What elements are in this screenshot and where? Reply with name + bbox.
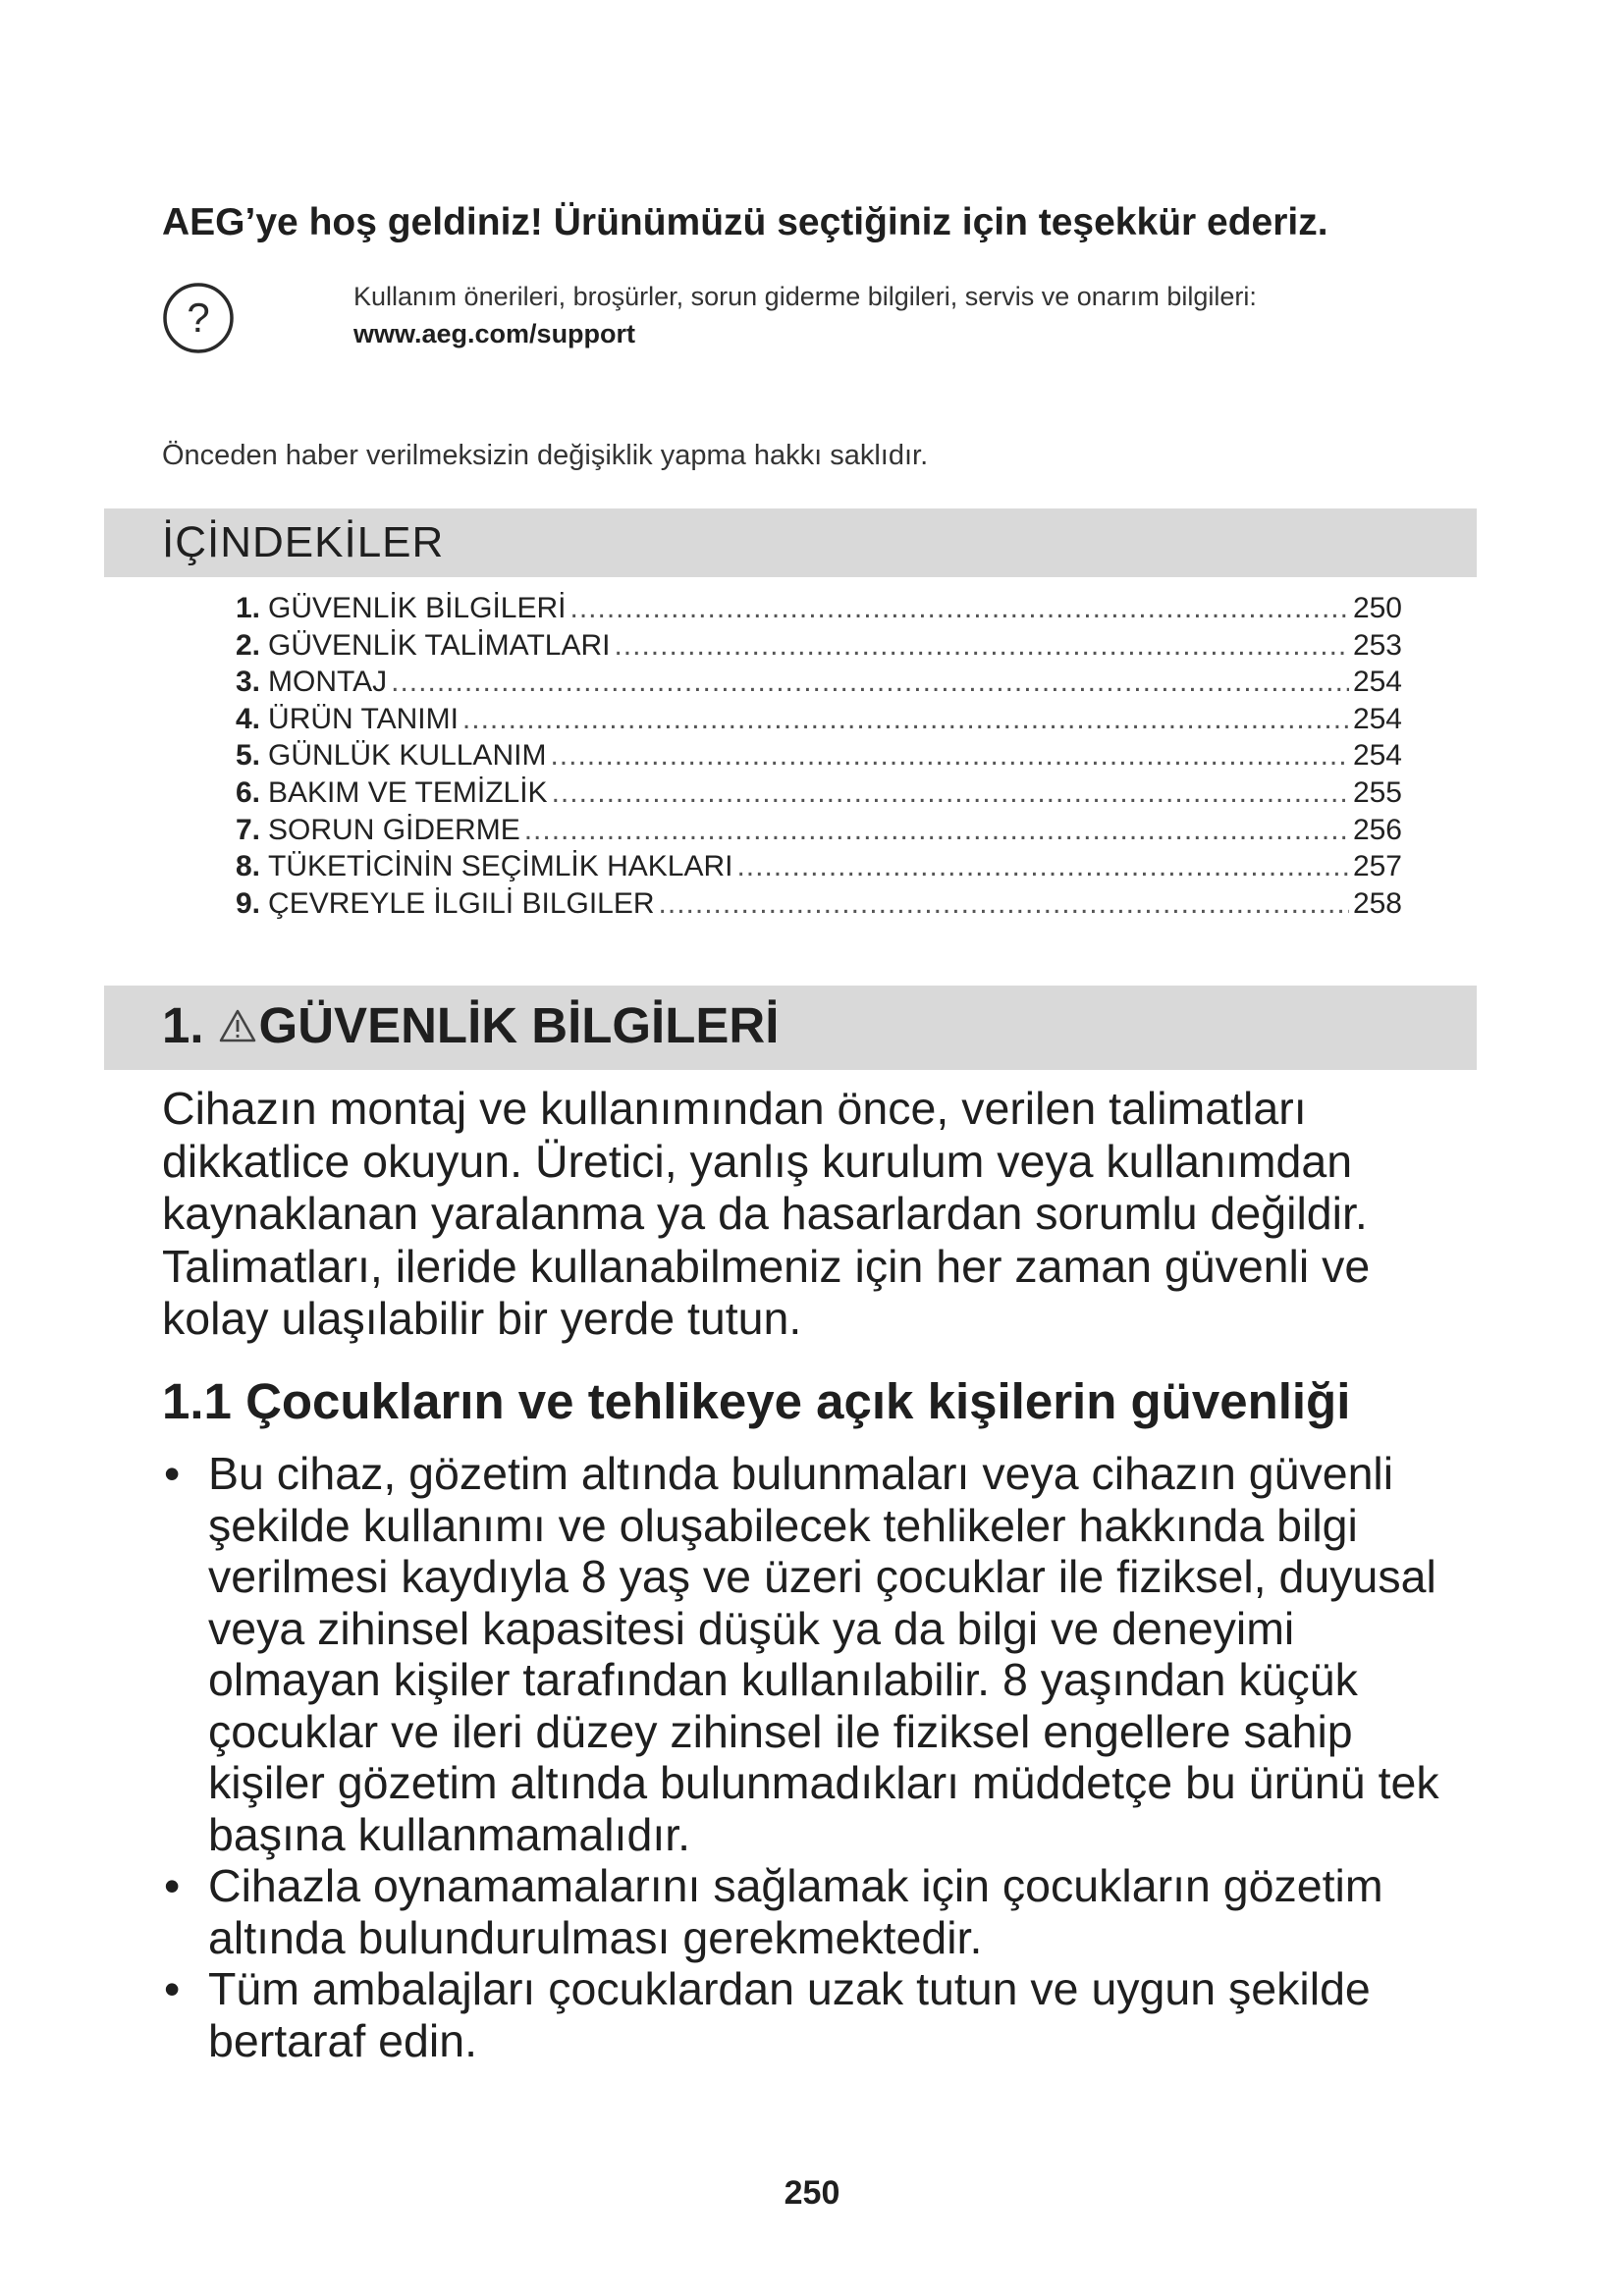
intro-paragraph: Cihazın montaj ve kullanımından önce, verilen talimatları dikkatlice okuyun. Üretici, yanlış kurulum veya kullanımdan kaynaklanan yaralanma ya da hasarlardan sorumlu değildir. Talimatları, ileride kullanabilmeniz için her zaman güvenli ve kolay ulaşılabilir bir yerde tutun.: [162, 1083, 1371, 1344]
change-notice: Önceden haber verilmeksizin değişiklik yapma hakkı saklıdır.: [162, 440, 929, 471]
toc-leader-dots: [614, 629, 1348, 663]
toc-item[interactable]: [236, 703, 1402, 740]
bullet-dot-icon: •: [164, 1448, 181, 1499]
toc-leader-dots: [569, 592, 1348, 625]
toc-item[interactable]: [236, 629, 1402, 667]
toc-item-number: 9.: [236, 886, 261, 920]
toc-item-label: TÜKETİCİNİN SEÇİMLİK HAKLARI: [268, 850, 733, 883]
section-title: [162, 996, 779, 1054]
toc-leader-dots: [550, 739, 1349, 773]
page-number: 250: [784, 2174, 840, 2212]
bullet-item: [162, 1963, 1478, 2066]
toc-item-page: 254: [1352, 666, 1402, 699]
toc-leader-dots: [391, 666, 1349, 699]
toc-item-page: 254: [1352, 702, 1402, 735]
toc-item[interactable]: [236, 850, 1402, 887]
toc-item-label: GÜVENLİK TALİMATLARI: [268, 628, 611, 662]
support-url[interactable]: www.aeg.com/support: [353, 319, 636, 348]
toc-leader-dots: [659, 887, 1349, 921]
toc-leader-dots: [462, 703, 1349, 736]
support-info: [353, 278, 1257, 352]
toc-item-number: 7.: [236, 813, 261, 846]
toc-item[interactable]: [236, 666, 1402, 703]
toc-item[interactable]: [236, 776, 1402, 814]
bullet-text: Cihazla oynamamalarını sağlamak için çocukların gözetim altında bulundurulması gerekmektedir.: [208, 1860, 1383, 1963]
toc-leader-dots: [552, 776, 1349, 810]
toc-item-label: GÜNLÜK KULLANIM: [268, 739, 547, 773]
toc-item-number: 5.: [236, 739, 261, 773]
toc-item[interactable]: [236, 887, 1402, 925]
table-of-contents: [236, 592, 1402, 924]
toc-item-label: MONTAJ: [268, 666, 388, 699]
toc-leader-dots: [736, 850, 1348, 883]
toc-item-label: GÜVENLİK BİLGİLERİ: [268, 592, 567, 624]
toc-item-number: 8.: [236, 850, 261, 883]
bullet-item: [162, 1860, 1478, 1963]
toc-item[interactable]: [236, 739, 1402, 776]
bullet-text: Tüm ambalajları çocuklardan uzak tutun ve uygun şekilde bertaraf edin.: [208, 1963, 1371, 2066]
toc-item-label: BAKIM VE TEMİZLİK: [268, 775, 548, 809]
section-title-text: GÜVENLİK BİLGİLERİ: [258, 997, 780, 1053]
toc-item-number: 1.: [236, 592, 261, 624]
toc-item-number: 2.: [236, 628, 261, 662]
toc-item-number: 3.: [236, 666, 261, 699]
toc-item[interactable]: [236, 814, 1402, 851]
section-number: 1.: [162, 997, 204, 1053]
toc-item-page: 254: [1352, 739, 1402, 773]
bullet-text: Bu cihaz, gözetim altında bulunmaları veya cihazın güvenli şekilde kullanımı ve oluşabilecek tehlikeler hakkında bilgi verilmesi kaydıyla 8 yaş ve üzeri çocuklar ile fiziksel, duyusal veya zihinsel kapasitesi düşük ya da bilgi ve deneyimi olmayan kişiler tarafından kullanılabilir. 8 yaşından küçük çocuklar ve ileri düzey zihinsel ile fiziksel engellere sahip kişiler gözetim altında bulunmadıkları müddetçe bu ürünü tek başına kullanmamalıdır.: [208, 1448, 1439, 1860]
toc-item-page: 255: [1352, 775, 1402, 809]
svg-text:?: ?: [187, 294, 210, 341]
help-question-icon: [161, 281, 236, 355]
toc-item-number: 6.: [236, 775, 261, 809]
toc-item-page: 257: [1352, 850, 1402, 883]
subsection-title: 1.1 Çocukların ve tehlikeye açık kişilerin güvenliği: [162, 1373, 1351, 1429]
safety-bullet-list: [162, 1448, 1478, 2066]
toc-item-page: 256: [1352, 813, 1402, 846]
toc-item-label: ÇEVREYLE İLGILİ BILGILER: [268, 886, 655, 920]
toc-leader-dots: [524, 814, 1349, 847]
toc-item-number: 4.: [236, 702, 261, 735]
support-description: Kullanım önerileri, broşürler, sorun giderme bilgileri, servis ve onarım bilgileri:: [353, 282, 1257, 311]
bullet-dot-icon: •: [164, 1963, 181, 2014]
toc-item-page: 258: [1352, 886, 1402, 920]
warning-triangle-icon: [218, 1008, 257, 1043]
toc-title: İÇİNDEKİLER: [162, 518, 445, 566]
toc-item-page: 250: [1352, 592, 1402, 624]
toc-item-page: 253: [1352, 628, 1402, 662]
bullet-item: [162, 1448, 1478, 1860]
bullet-dot-icon: •: [164, 1860, 181, 1911]
toc-item[interactable]: [236, 592, 1402, 629]
toc-item-label: SORUN GİDERME: [268, 813, 520, 846]
toc-item-label: ÜRÜN TANIMI: [268, 702, 459, 735]
welcome-heading: AEG’ye hoş geldiniz! Ürünümüzü seçtiğiniz için teşekkür ederiz.: [162, 201, 1328, 243]
